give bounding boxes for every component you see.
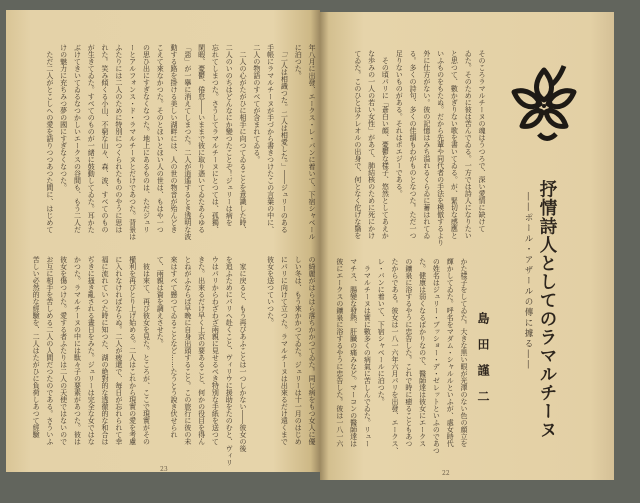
text-column: 忘れてしまつた。さうしてラマルチーヌにとつては、孤獨、 [211, 44, 220, 233]
text-column: 二人の心がたがひに相手に向つてゐることを意識した時、 [239, 44, 248, 233]
text-column: が生きてゐた。すべてのものが一緒に鼓動してゐた。耳かた [87, 44, 96, 233]
article-subtitle: ――ポール・アザールの傳に據る―― [523, 192, 533, 371]
text-column: その頃パリに「蒼白い顔、憂鬱な樣子、悠然としてあえか [381, 50, 390, 239]
text-column: 手帳にラマルチーヌが手づから書きつけたこの言葉の中に、 [266, 44, 275, 233]
text-column: けの魅力に充ちみつ夢の國にすぎなくなつた。 [59, 44, 68, 191]
text-column: かつた。ラマルチーヌの中には駄々子の要素があつた。彼は [73, 256, 82, 445]
text-column: 來はすべて懸つてゐることなど……たうとう說き伏せられ [170, 256, 179, 438]
text-column: たからである。彼女は一八一六年六月パリを出發、エークス、 [391, 258, 400, 454]
text-column: こえて來なかつた。そのとほいとほい人の世は、もはや一つ [156, 44, 165, 233]
flower-emblem-icon [494, 52, 594, 152]
text-column: て、兩親は資を調えさせた。 [156, 256, 165, 347]
text-column: 年八月に出發、エークス・レ・バンに着いて、下宿シャベール [308, 44, 316, 240]
text-column [249, 256, 263, 466]
text-column: ただ二人がとこしへの愛を語りつつあつた間に、はじめて [45, 44, 54, 233]
text-column: ーとアルフォンス・ド・ラマルチーヌとだけであつた。背景は [128, 44, 137, 240]
text-column: 足りないものがある。それはポエジーである。 [395, 50, 404, 197]
text-column: 家に戻ると、もう再びあふことは一つしかない――彼女の後 [239, 256, 248, 452]
text-column: きた。出來るだけ早く上京の要あること、何かの役目を得ん [197, 256, 206, 445]
text-column: 動する路を掛ける美しい湖畔には、人の世の物音が殆んどき [170, 44, 179, 233]
text-column: てゐた。このひとはクレオルの出身で、何となく佗げな翳を [353, 50, 362, 239]
text-column: 苦しい必然的な經驗を、二人はたがひに負荷しあつて經驗 [32, 256, 41, 438]
text-column: マチス、腸變な發熱、肝臓の痛みなど。マーコンの醫師達は [349, 258, 358, 447]
text-column: 輝かしてゐた。呼名をマダム・シャルルといふが、處女時代 [446, 258, 455, 447]
text-column: 二人のいのちはどんなにか變つたことぞ！ジュリーは病を [225, 44, 234, 226]
text-column: ぶけてきいてゐるなつかしいエークスの谷間も、もう二人だ [73, 44, 82, 233]
text-column: の思ひ出にすぎなくなつた。地上にあるものは、ただジュリ [142, 44, 151, 233]
text-column: 福に流れていつた時に知つた、湖の絶對的な透徹的な和合は [101, 256, 110, 445]
author-name: 島田謹二 [476, 312, 490, 416]
text-column: レ・バンに着いて、下宿シャベールに泊つた。 [377, 258, 386, 405]
text-column: に入れなければならぬ。二人が疲還で、毎日が忘れられて幸 [114, 256, 123, 445]
text-column: れた。笑み傾くる小山、不窮な山々、森、波、すべてのもの [101, 44, 110, 233]
text-column: る。多くの詩句、多くの佳韻もわがものとなつた。ただ一つ [409, 50, 418, 239]
page-number: 22 [442, 470, 450, 477]
text-column: にパリに向けて立つた。ラマルチーヌは出來るだけ遠くまで [280, 256, 289, 445]
text-column: の綺麗がはらはら落ちかかつてゐた。同じ病をもつ女人に優 [308, 256, 316, 445]
text-column: とねがふならば早晩に自身出頭すること。この旅行に彼の未 [183, 256, 192, 445]
text-column: しい冬は、もう來かかつてゐた。ジュリーは十一月のはじめ [294, 256, 303, 445]
right-page-bottom-tier [328, 258, 470, 464]
text-column: の姓名はジュリー・ブッショー・デ・ゼレットといふのであつ [432, 258, 441, 454]
text-column: た。健康は弱くなるばかりなので、醫師達は彼女にエークス [418, 258, 427, 447]
text-column: 彼女を傷つけた。愛する者ふたりは二人の天使ではないので [59, 256, 68, 445]
page-number: 23 [160, 466, 168, 473]
right-page-top-tier [346, 50, 488, 254]
text-column: 二人の物語のすべてが含まれてゐる。 [252, 44, 261, 163]
text-column: お互に相手を苦しめる二人の人間だつたのである。さういふ [45, 256, 54, 445]
text-column: 權利を再びとり上げ始める。二人はこれから現實の愛を考慮 [128, 256, 137, 445]
text-column: かた樣子をしてゐた。大きな黒い眼が光澤のない色の顔立を [460, 258, 468, 447]
text-column: 「二人は相識つた。二人は相愛した。」――ジュリーのある [280, 44, 289, 233]
text-column: ふたりには二人のために特別につくられたもののやうに思は [114, 44, 123, 233]
text-column: 閑暇、憂鬱、倦怠――いままで彼に取り憑いてゐたあらゆる [197, 44, 206, 233]
text-column: の鑛泉に浴するやうに忠告した。これで時に癒ることもあつ [404, 258, 413, 447]
text-column: ぢきに搔き亂される晝日をみた。ジュリーは完全な女ではな [87, 256, 96, 445]
article-title: 抒情詩人としてのラマルチーヌ [537, 180, 557, 439]
text-column: いふものをもたぬ。だから先輩や同代者の手法を模倣するより [436, 50, 445, 246]
text-column: 彼女を送つていつた。 [266, 256, 275, 326]
text-column: ラマルチーヌは實に數多くの病氣に苦しんでゐた。リュー [363, 258, 372, 447]
left-page-top-tier [22, 44, 318, 252]
left-page-bottom-tier [22, 256, 318, 466]
text-column: と思つて、數かぎりない歌を書いてゐる。が、緊切な感應と [450, 50, 459, 239]
right-page [320, 12, 614, 480]
text-column: 「惡」が一擧に消えてしまつた。二人が逍遙するとき透明な波 [183, 44, 192, 240]
left-page [6, 10, 320, 472]
text-column: な歩みの一人の若い女性」があて、肺結核のために死にかけ [367, 50, 376, 239]
text-column: ウはパリからわざわざ兩親に見せるべき特別な手紙を送つて [211, 256, 220, 445]
text-column: を追ふためにパリへ赴くこと、ヴィリウに援助をたのむと、ヴィリ [225, 256, 234, 466]
text-column: 彼にエークスの鑛泉に浴するやうに忠告した。彼は一八一六 [335, 258, 344, 447]
text-column: 彼は來て、再び彼女を見た。ところが、ここで現實がその [142, 256, 151, 445]
text-column: ゐた。そのために彼は苦んでゐる。一方では詩人になりたい [464, 50, 473, 239]
text-column: 外に仕方がない。彼の記憶はみち溢れるくらゐに蓄はれてゐ [422, 50, 431, 239]
text-column: に泊つた。 [294, 44, 303, 79]
text-column: そのころラマルチーヌの魂はうつろで、深い愛情に缺けて [478, 50, 486, 232]
